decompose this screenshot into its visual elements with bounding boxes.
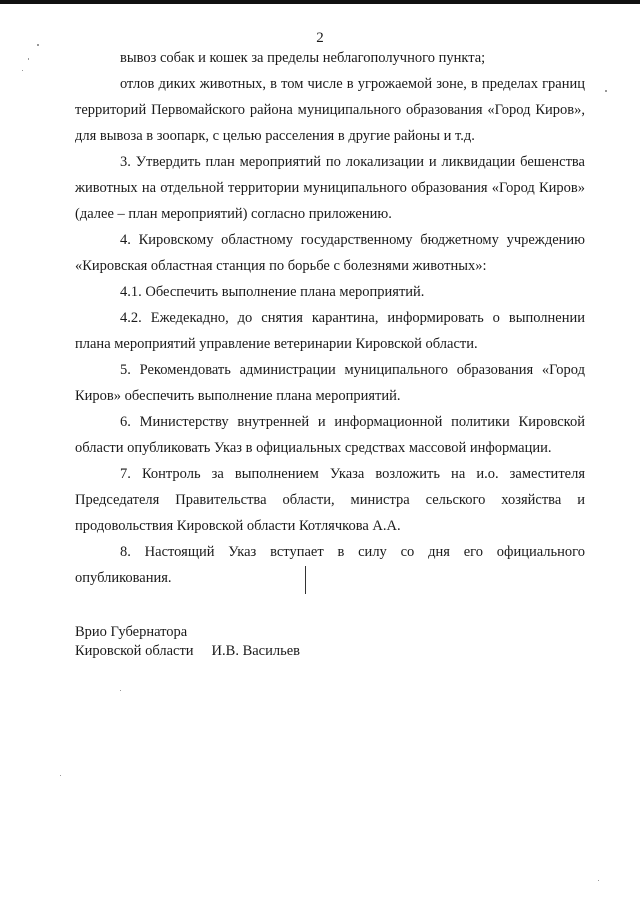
- signature-name: И.В. Васильев: [211, 643, 300, 659]
- paragraph-item-6: 6. Министерству внутренней и информационной политики Кировской области опубликовать Указ в официальных средствах массовой информации.: [75, 414, 585, 456]
- scan-speck: [22, 70, 23, 71]
- signature-title-line1: Врио Губернатора: [75, 624, 188, 640]
- page-top-border: [0, 0, 640, 4]
- scan-speck: [60, 775, 61, 776]
- page-number: 2: [316, 30, 324, 46]
- signature-title-line2: [75, 642, 300, 661]
- scan-speck: [28, 58, 29, 60]
- paragraph-item-4-1: 4.1. Обеспечить выполнение плана мероприятий.: [120, 284, 425, 300]
- scan-speck: [120, 690, 121, 691]
- paragraph-item-3: 3. Утвердить план мероприятий по локализации и ликвидации бешенства животных на отдельной территории муниципального образования «Город Киров» (далее – план мероприятий) согласно приложению.: [75, 154, 585, 222]
- signature-block: [75, 623, 300, 661]
- scan-speck: [605, 90, 607, 92]
- paragraph-wild-animals: отлов диких животных, в том числе в угрожаемой зоне, в пределах границ территорий Первомайского района муниципального образования «Город Киров», для вывоза в зоопарк, с целью расселения в другие районы и т.д.: [75, 76, 585, 144]
- paragraph-item-5: 5. Рекомендовать администрации муниципального образования «Город Киров» обеспечить выполнение плана мероприятий.: [75, 362, 585, 404]
- scan-speck: [37, 44, 39, 46]
- scan-speck: [598, 880, 599, 881]
- paragraph-item-7: 7. Контроль за выполнением Указа возложить на и.о. заместителя Председателя Правительства области, министра сельского хозяйства и продовольствия Кировской области Котлячкова А.А.: [75, 466, 585, 534]
- paragraph-item-4-2: 4.2. Ежедекадно, до снятия карантина, информировать о выполнении плана мероприятий управление ветеринарии Кировской области.: [75, 310, 585, 352]
- paragraph-evacuation-pets: вывоз собак и кошек за пределы неблагополучного пункта;: [120, 50, 486, 66]
- signature-region: Кировской области: [75, 643, 194, 659]
- paragraph-item-4: 4. Кировскому областному государственному бюджетному учреждению «Кировская областная станция по борьбе с болезнями животных»:: [75, 232, 585, 274]
- paragraph-item-8: 8. Настоящий Указ вступает в силу со дня его официального опубликования.: [75, 544, 585, 586]
- margin-mark-line: [305, 566, 306, 594]
